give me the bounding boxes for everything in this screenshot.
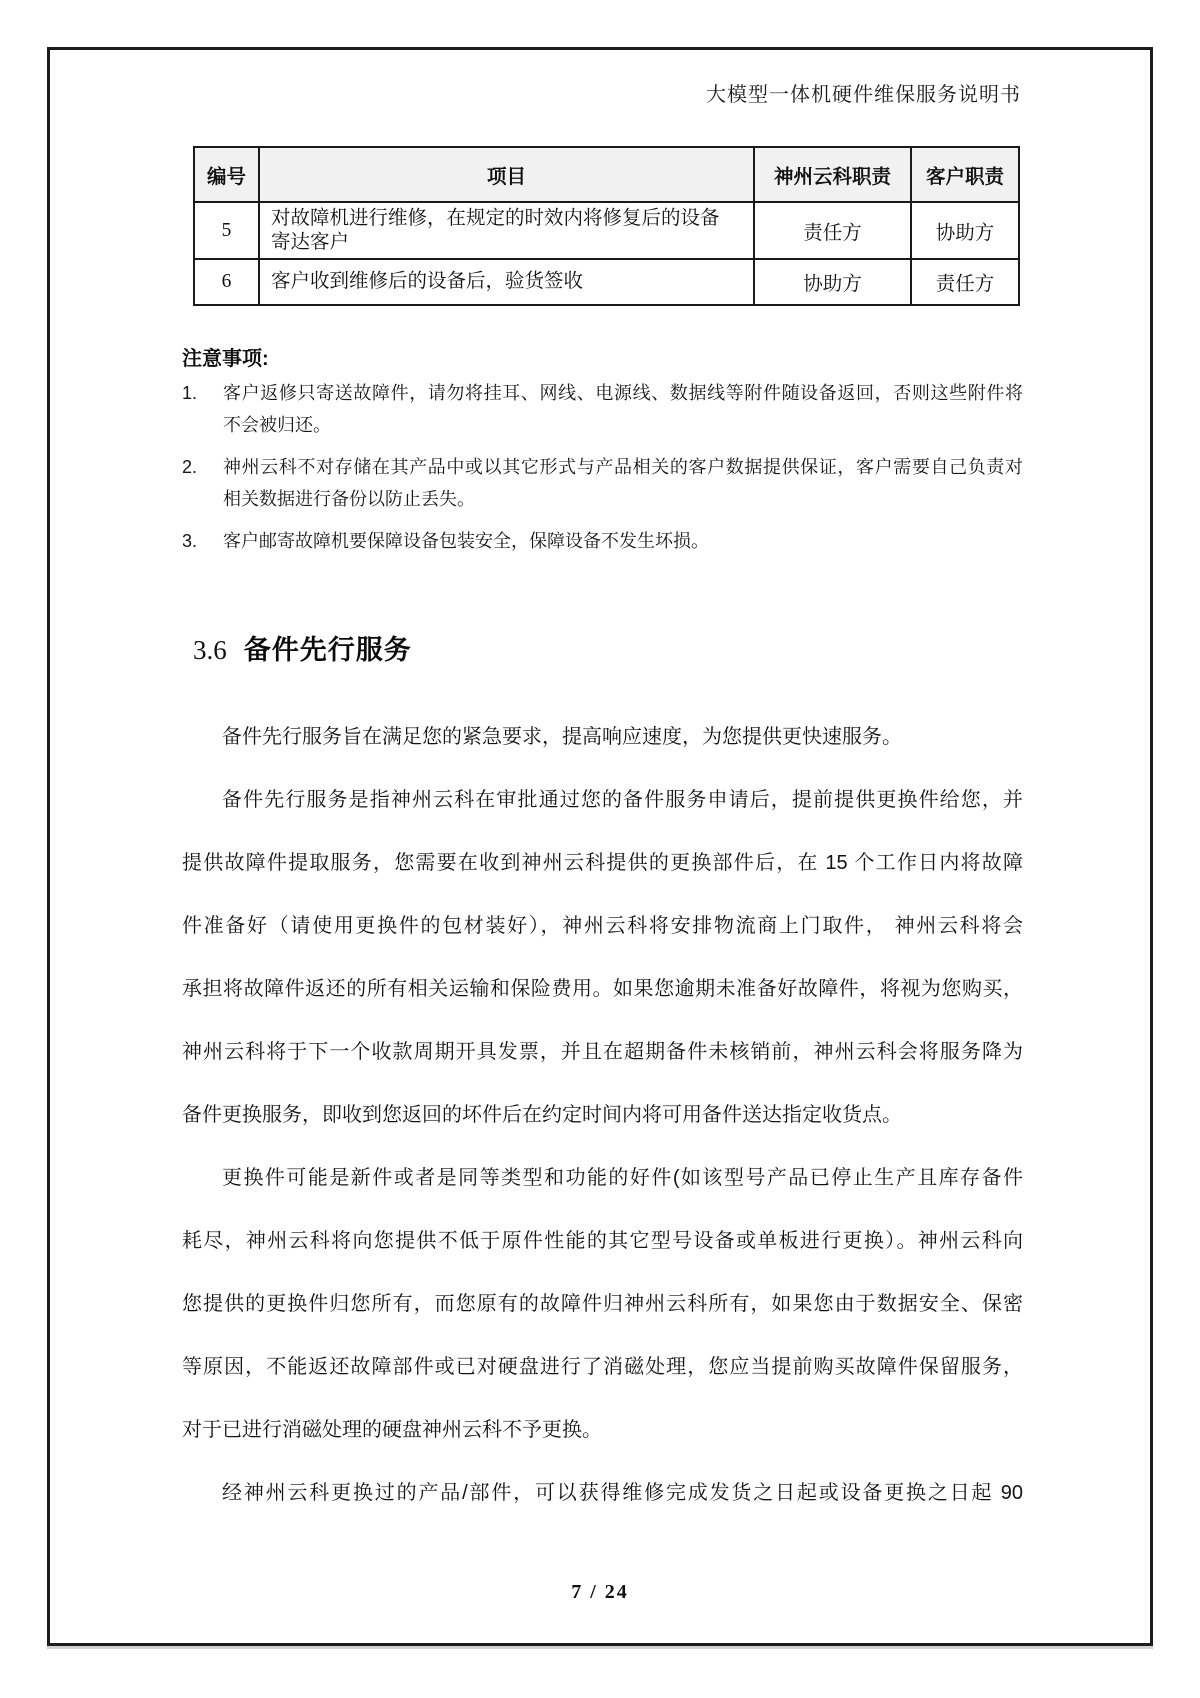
note-line: 不会被归还。 bbox=[223, 415, 331, 435]
section-title: 备件先行服务 bbox=[243, 635, 412, 665]
cell-customer-role: 责任方 bbox=[911, 259, 1019, 305]
cell-item-text: 对故障机进行维修，在规定的时效内将修复后的设备寄达客户 bbox=[259, 202, 754, 259]
paragraph-line: 经神州云科更换过的产品/部件，可以获得维修完成发货之日起或设备更换之日起 90 bbox=[222, 1482, 1023, 1504]
paragraph-line: 您提供的更换件归您所有，而您原有的故障件归神州云科所有，如果您由于数据安全、保密 bbox=[182, 1293, 1023, 1315]
paragraph-line: 备件更换服务，即收到您返回的坏件后在约定时间内将可用备件送达指定收货点。 bbox=[182, 1104, 902, 1126]
section-body bbox=[182, 706, 1023, 1525]
paragraph-line: 提供故障件提取服务，您需要在收到神州云科提供的更换部件后，在 15 个工作日内将故障 bbox=[182, 852, 1023, 874]
cell-row-no: 6 bbox=[194, 259, 259, 305]
cell-vendor-role: 责任方 bbox=[754, 202, 911, 259]
cell-item-text: 客户收到维修后的设备后，验货签收 bbox=[259, 259, 754, 305]
paragraph-line: 对于已进行消磁处理的硬盘神州云科不予更换。 bbox=[182, 1419, 602, 1441]
notes-list bbox=[182, 377, 1023, 567]
cell-vendor-role: 协助方 bbox=[754, 259, 911, 305]
column-header-vendor-duty: 神州云科职责 bbox=[754, 147, 911, 202]
doc-header-title: 大模型一体机硬件维保服务说明书 bbox=[706, 84, 1021, 106]
note-text bbox=[223, 525, 1023, 557]
note-item bbox=[182, 525, 1023, 557]
paragraph-line: 耗尽，神州云科将向您提供不低于原件性能的其它型号设备或单板进行更换）。神州云科向 bbox=[182, 1230, 1023, 1252]
page-number: 7 / 24 bbox=[571, 1581, 629, 1603]
responsibilities-table bbox=[193, 146, 1020, 306]
note-number: 3. bbox=[182, 531, 198, 551]
notes-title: 注意事项: bbox=[182, 348, 269, 370]
table-row bbox=[194, 202, 1019, 259]
table-header-row bbox=[194, 147, 1019, 202]
paragraph-line: 等原因，不能返还故障部件或已对硬盘进行了消磁处理，您应当提前购买故障件保留服务， bbox=[182, 1356, 1023, 1378]
note-line: 相关数据进行备份以防止丢失。 bbox=[223, 489, 475, 509]
note-text bbox=[223, 451, 1023, 515]
note-text bbox=[223, 377, 1023, 441]
cell-row-no: 5 bbox=[194, 202, 259, 259]
column-header-customer-duty: 客户职责 bbox=[911, 147, 1019, 202]
paragraph-line: 更换件可能是新件或者是同等类型和功能的好件(如该型号产品已停止生产且库存备件 bbox=[222, 1167, 1023, 1189]
note-line: 客户邮寄故障机要保障设备包装安全，保障设备不发生坏损。 bbox=[223, 531, 709, 551]
section-heading bbox=[193, 628, 412, 667]
paragraph-line: 神州云科将于下一个收款周期开具发票，并且在超期备件未核销前，神州云科会将服务降为 bbox=[182, 1041, 1023, 1063]
column-header-no: 编号 bbox=[194, 147, 259, 202]
paragraph-line: 件准备好（请使用更换件的包材装好），神州云科将安排物流商上门取件， 神州云科将会 bbox=[182, 915, 1023, 937]
column-header-item: 项目 bbox=[259, 147, 754, 202]
note-line: 神州云科不对存储在其产品中或以其它形式与产品相关的客户数据提供保证，客户需要自己负责对 bbox=[223, 457, 1023, 477]
note-number: 2. bbox=[182, 457, 198, 477]
paragraph-line: 承担将故障件返还的所有相关运输和保险费用。如果您逾期未准备好故障件，将视为您购买， bbox=[182, 978, 1023, 1000]
note-item bbox=[182, 377, 1023, 441]
section-number: 3.6 bbox=[193, 635, 227, 665]
note-item bbox=[182, 451, 1023, 515]
cell-customer-role: 协助方 bbox=[911, 202, 1019, 259]
paragraph-line: 备件先行服务是指神州云科在审批通过您的备件服务申请后，提前提供更换件给您，并 bbox=[222, 789, 1023, 811]
table-row bbox=[194, 259, 1019, 305]
note-line: 客户返修只寄送故障件，请勿将挂耳、网线、电源线、数据线等附件随设备返回，否则这些附件将 bbox=[223, 383, 1023, 403]
paragraph-line: 备件先行服务旨在满足您的紧急要求，提高响应速度，为您提供更快速服务。 bbox=[222, 726, 902, 748]
note-number: 1. bbox=[182, 383, 198, 403]
